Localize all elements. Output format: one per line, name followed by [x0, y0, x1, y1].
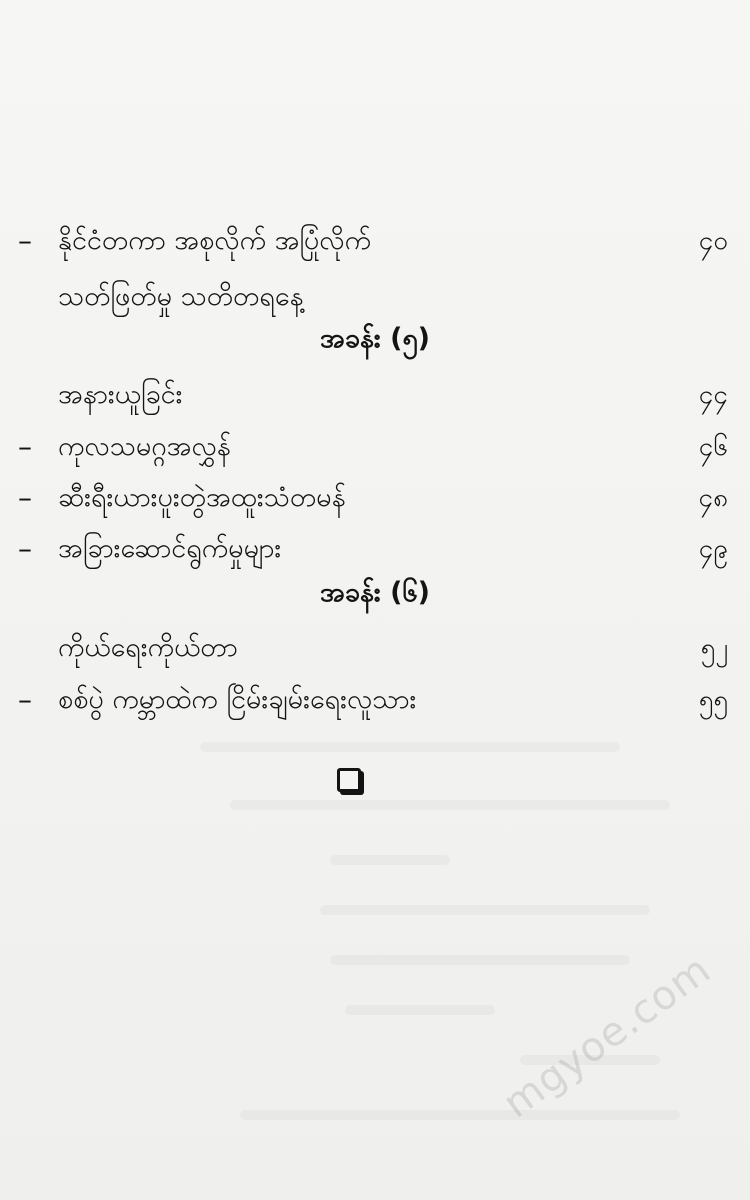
- entry-title: စစ်ပွဲ ကမ္ဘာထဲက ငြိမ်းချမ်းရေးလူသား: [58, 684, 417, 715]
- entry-title: ဆီးရီးယားပူးတွဲအထူးသံတမန်: [58, 482, 346, 513]
- entry-page-number: ၄၆: [698, 432, 728, 462]
- entry-dash: –: [18, 532, 32, 565]
- toc-entry: [0, 526, 750, 576]
- entry-page-number: ၅၅: [698, 685, 728, 715]
- entry-title: သတ်ဖြတ်မှု သတိတရနေ့: [58, 281, 304, 312]
- entry-page-number: ၅၂: [700, 633, 728, 663]
- bleed-through-line: [330, 955, 630, 965]
- entry-dash: –: [18, 430, 32, 463]
- entry-page-number: ၄၉: [698, 534, 728, 564]
- entry-dash: –: [18, 224, 32, 257]
- entry-page-number: ၄၀: [698, 226, 728, 256]
- chapter-heading: အခန်း (၅): [319, 323, 431, 354]
- entry-title: ကုလသမဂ္ဂအလွှန်: [58, 431, 231, 462]
- toc-entry-continuation: [0, 274, 750, 324]
- entry-title: ကိုယ်ရေးကိုယ်တာ: [58, 632, 238, 663]
- entry-page-number: ၄၄: [698, 380, 728, 410]
- entry-title: အခြားဆောင်ရွက်မှုများ: [58, 533, 282, 564]
- entry-page-number: ၄၈: [698, 483, 728, 513]
- bleed-through-line: [345, 1005, 495, 1015]
- entry-dash: –: [18, 683, 32, 716]
- watermark: mgyoe.com: [495, 946, 720, 1128]
- toc-entry: [0, 424, 750, 474]
- bleed-through-line: [200, 742, 620, 752]
- end-square-icon: [337, 768, 361, 792]
- bleed-through-line: [240, 1110, 680, 1120]
- bleed-through-line: [230, 800, 670, 810]
- bleed-through-line: [330, 855, 450, 865]
- toc-entry: [0, 218, 750, 268]
- bleed-through-line: [320, 905, 650, 915]
- toc-entry: [0, 677, 750, 727]
- toc-entry: [0, 625, 750, 675]
- chapter-heading: အခန်း (၆): [319, 577, 431, 608]
- entry-title: အနားယူခြင်း: [58, 379, 183, 410]
- entry-title: နိုင်ငံတကာ အစုလိုက် အပြုံလိုက်: [58, 225, 372, 256]
- toc-entry: [0, 372, 750, 422]
- toc-entry: [0, 475, 750, 525]
- entry-dash: –: [18, 481, 32, 514]
